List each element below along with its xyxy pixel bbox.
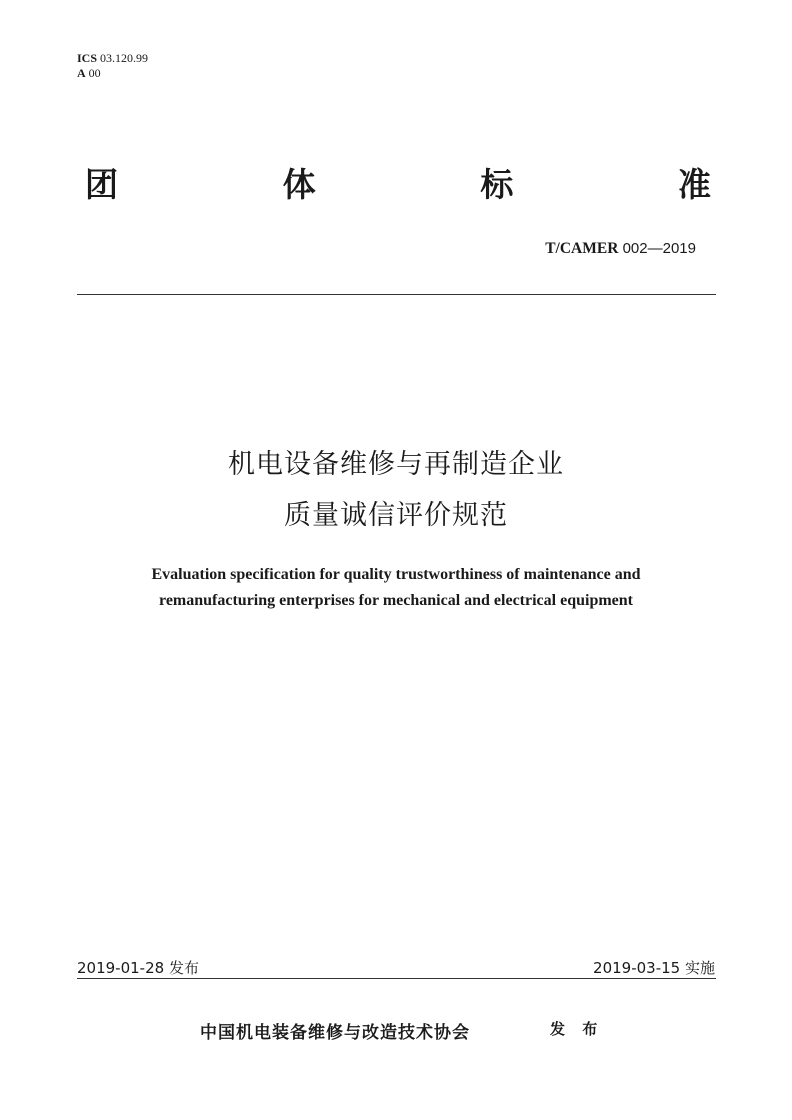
standard-number-value: 002—2019 bbox=[622, 240, 696, 257]
ccs-line bbox=[77, 66, 148, 81]
implement-date: 2019-03-15 实施 bbox=[593, 959, 715, 977]
ics-line bbox=[77, 51, 148, 66]
standard-type-heading bbox=[85, 160, 711, 210]
standard-type-char: 准 bbox=[677, 165, 711, 204]
standard-type-char: 体 bbox=[282, 165, 316, 204]
ccs-label: A bbox=[77, 66, 86, 80]
standard-type-char: 团 bbox=[85, 165, 118, 204]
standard-type-char: 标 bbox=[480, 165, 514, 204]
publish-date: 2019-01-28 发布 bbox=[77, 959, 199, 977]
ccs-code: 00 bbox=[88, 66, 101, 80]
ics-block bbox=[77, 51, 148, 81]
standard-number bbox=[545, 240, 696, 258]
title-en-line-1: Evaluation specification for quality trustworthiness of maintenance and bbox=[151, 566, 641, 583]
title-en-line-2: remanufacturing enterprises for mechanical and electrical equipment bbox=[159, 592, 633, 609]
bottom-divider bbox=[77, 978, 716, 979]
title-cn-line-2: 质量诚信评价规范 bbox=[284, 500, 508, 531]
ics-label: ICS bbox=[77, 51, 98, 65]
ics-code: 03.120.99 bbox=[100, 51, 149, 65]
top-divider bbox=[77, 294, 716, 295]
standard-number-prefix: T/CAMER bbox=[545, 240, 619, 257]
issued-label: 发 布 bbox=[550, 1020, 604, 1038]
issuing-organization: 中国机电装备维修与改造技术协会 bbox=[200, 1023, 470, 1043]
title-cn-line-1: 机电设备维修与再制造企业 bbox=[228, 449, 564, 480]
